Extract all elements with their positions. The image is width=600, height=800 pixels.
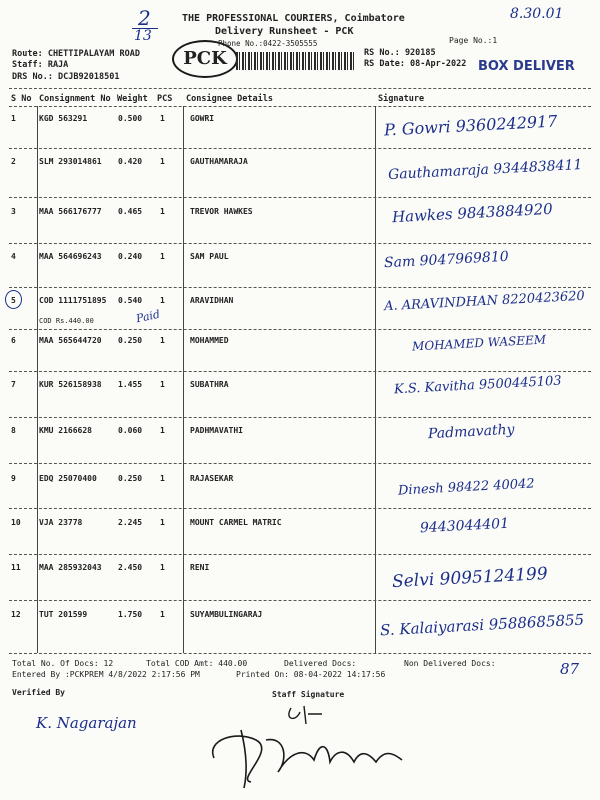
row-sno: 12 bbox=[11, 610, 21, 619]
row-consignment: MAA 566176777 bbox=[39, 207, 102, 216]
col-header-signature: Signature bbox=[378, 94, 425, 104]
verifier-signature: K. Nagarajan bbox=[36, 714, 137, 732]
row-sno: 6 bbox=[11, 336, 16, 345]
row-weight: 0.420 bbox=[118, 157, 143, 166]
phone-number: Phone No.:0422-3505555 bbox=[218, 39, 318, 48]
row-pcs: 1 bbox=[160, 296, 165, 305]
col-divider bbox=[37, 106, 38, 653]
row-signature: Hawkes 9843884920 bbox=[391, 199, 554, 227]
row-pcs: 1 bbox=[160, 563, 165, 572]
staff-signature-scribble bbox=[196, 700, 426, 792]
row-consignee: RAJASEKAR bbox=[190, 474, 234, 483]
row-divider bbox=[9, 371, 591, 372]
row-sno: 11 bbox=[11, 563, 21, 572]
row-weight: 0.500 bbox=[118, 114, 143, 123]
handwritten-count: 87 bbox=[560, 660, 580, 678]
row-consignee: SUYAMBULINGARAJ bbox=[190, 610, 263, 619]
row-consignee: TREVOR HAWKES bbox=[190, 207, 253, 216]
verified-by-label: Verified By bbox=[12, 688, 65, 697]
rs-number: RS No.: 920185 bbox=[364, 48, 436, 58]
drs-number: DRS No.: DCJB92018501 bbox=[12, 72, 120, 82]
row-pcs: 1 bbox=[160, 610, 165, 619]
row-signature: Dinesh 98422 40042 bbox=[397, 476, 535, 499]
row-weight: 2.450 bbox=[118, 563, 143, 572]
row-divider bbox=[9, 417, 591, 418]
header-bottom-rule bbox=[9, 106, 591, 107]
row-weight: 1.750 bbox=[118, 610, 143, 619]
row-sno: 3 bbox=[11, 207, 16, 216]
handwritten-number: 2 bbox=[138, 6, 151, 30]
col-header-pcs: PCS bbox=[157, 94, 173, 104]
col-header-consignee: Consignee Details bbox=[186, 94, 273, 104]
pck-stamp: PCK bbox=[172, 40, 238, 78]
row-divider bbox=[9, 148, 591, 149]
row-weight: 0.250 bbox=[118, 474, 143, 483]
row-consignee: GAUTHAMARAJA bbox=[190, 157, 248, 166]
row-consignee: GOWRI bbox=[190, 114, 215, 123]
header-top-rule bbox=[9, 88, 591, 89]
row-sno: 8 bbox=[11, 426, 16, 435]
row-pcs: 1 bbox=[160, 207, 165, 216]
row-signature: S. Kalaiyarasi 9588685855 bbox=[379, 610, 585, 640]
printed-on: Printed On: 08-04-2022 14:17:56 bbox=[236, 670, 386, 679]
row-sno: 2 bbox=[11, 157, 16, 166]
row-sno: 4 bbox=[11, 252, 16, 261]
staff-signature-label: Staff Signature bbox=[272, 690, 345, 699]
row-sno: 10 bbox=[11, 518, 21, 527]
circle-mark bbox=[5, 290, 22, 309]
row-sno: 1 bbox=[11, 114, 16, 123]
handwritten-date: 8.30.01 bbox=[510, 6, 564, 22]
box-delivery-stamp: BOX DELIVER bbox=[478, 59, 575, 74]
runsheet-title: Delivery Runsheet - PCK bbox=[215, 26, 354, 37]
route: Route: CHETTIPALAYAM ROAD bbox=[12, 49, 140, 59]
row-signature: MOHAMED WASEEM bbox=[411, 332, 547, 354]
footer-rule bbox=[9, 653, 591, 654]
row-consignee: PADHMAVATHI bbox=[190, 426, 243, 435]
row-signature: K.S. Kavitha 9500445103 bbox=[393, 373, 562, 398]
barcode bbox=[236, 52, 356, 70]
row-consignment: MAA 285932043 bbox=[39, 563, 102, 572]
total-docs: Total No. Of Docs: 12 bbox=[12, 659, 114, 668]
handwritten-fraction: 13 bbox=[134, 28, 152, 44]
row-sno: 9 bbox=[11, 474, 16, 483]
col-header-consignment: Consignment No bbox=[39, 94, 111, 104]
row-weight: 0.060 bbox=[118, 426, 143, 435]
row-divider bbox=[9, 287, 591, 288]
row-pcs: 1 bbox=[160, 336, 165, 345]
row-consignee: ARAVIDHAN bbox=[190, 296, 234, 305]
row-signature: 9443044401 bbox=[419, 515, 510, 537]
row-sno: 5 bbox=[11, 296, 16, 305]
non-delivered-docs: Non Delivered Docs: bbox=[404, 659, 496, 668]
row-divider bbox=[9, 463, 591, 464]
rs-date: RS Date: 08-Apr-2022 bbox=[364, 59, 467, 69]
entered-by: Entered By :PCKPREM 4/8/2022 2:17:56 PM bbox=[12, 670, 200, 679]
col-divider bbox=[375, 106, 376, 653]
delivered-docs: Delivered Docs: bbox=[284, 659, 357, 668]
row-paid-mark: Paid bbox=[134, 307, 162, 326]
row-sno: 7 bbox=[11, 380, 16, 389]
row-weight: 0.250 bbox=[118, 336, 143, 345]
row-signature: Sam 9047969810 bbox=[383, 248, 510, 272]
row-divider bbox=[9, 600, 591, 601]
row-weight: 0.540 bbox=[118, 296, 143, 305]
row-consignee: MOHAMMED bbox=[190, 336, 229, 345]
row-pcs: 1 bbox=[160, 114, 165, 123]
row-consignment: VJA 23778 bbox=[39, 518, 83, 527]
row-divider bbox=[9, 329, 591, 330]
col-header-sno: S No bbox=[11, 94, 32, 104]
row-divider bbox=[9, 508, 591, 509]
row-consignee: SAM PAUL bbox=[190, 252, 229, 261]
page-number: Page No.:1 bbox=[449, 36, 498, 45]
row-pcs: 1 bbox=[160, 380, 165, 389]
row-divider bbox=[9, 243, 591, 244]
row-signature: A. ARAVINDHAN 8220423620 bbox=[383, 288, 586, 315]
row-pcs: 1 bbox=[160, 252, 165, 261]
row-consignment: EDQ 25070400 bbox=[39, 474, 97, 483]
row-signature: P. Gowri 9360242917 bbox=[383, 111, 558, 140]
row-pcs: 1 bbox=[160, 157, 165, 166]
company-name: THE PROFESSIONAL COURIERS, Coimbatore bbox=[182, 13, 405, 24]
row-signature: Gauthamaraja 9344838411 bbox=[387, 156, 583, 184]
row-consignment: KMU 2166628 bbox=[39, 426, 92, 435]
row-divider bbox=[9, 197, 591, 198]
staff: Staff: RAJA bbox=[12, 60, 69, 70]
row-signature: Padmavathy bbox=[427, 421, 515, 443]
row-consignment: COD 1111751895 bbox=[39, 296, 107, 305]
row-divider bbox=[9, 554, 591, 555]
row-consignment: MAA 564696243 bbox=[39, 252, 102, 261]
row-pcs: 1 bbox=[160, 426, 165, 435]
row-pcs: 1 bbox=[160, 474, 165, 483]
col-divider bbox=[183, 106, 184, 653]
row-consignment: KUR 526158938 bbox=[39, 380, 102, 389]
row-cod-amount: COD Rs.440.00 bbox=[39, 317, 94, 325]
row-consignee: RENI bbox=[190, 563, 210, 572]
row-signature: Selvi 9095124199 bbox=[391, 563, 549, 593]
row-consignee: MOUNT CARMEL MATRIC bbox=[190, 518, 282, 527]
row-weight: 2.245 bbox=[118, 518, 143, 527]
row-pcs: 1 bbox=[160, 518, 165, 527]
row-weight: 1.455 bbox=[118, 380, 143, 389]
col-header-weight: Weight bbox=[117, 94, 148, 104]
row-weight: 0.240 bbox=[118, 252, 143, 261]
row-consignment: KGD 563291 bbox=[39, 114, 88, 123]
row-weight: 0.465 bbox=[118, 207, 143, 216]
row-consignee: SUBATHRA bbox=[190, 380, 229, 389]
row-consignment: TUT 201599 bbox=[39, 610, 88, 619]
total-cod: Total COD Amt: 440.00 bbox=[146, 659, 248, 668]
row-consignment: MAA 565644720 bbox=[39, 336, 102, 345]
row-consignment: SLM 293014861 bbox=[39, 157, 102, 166]
